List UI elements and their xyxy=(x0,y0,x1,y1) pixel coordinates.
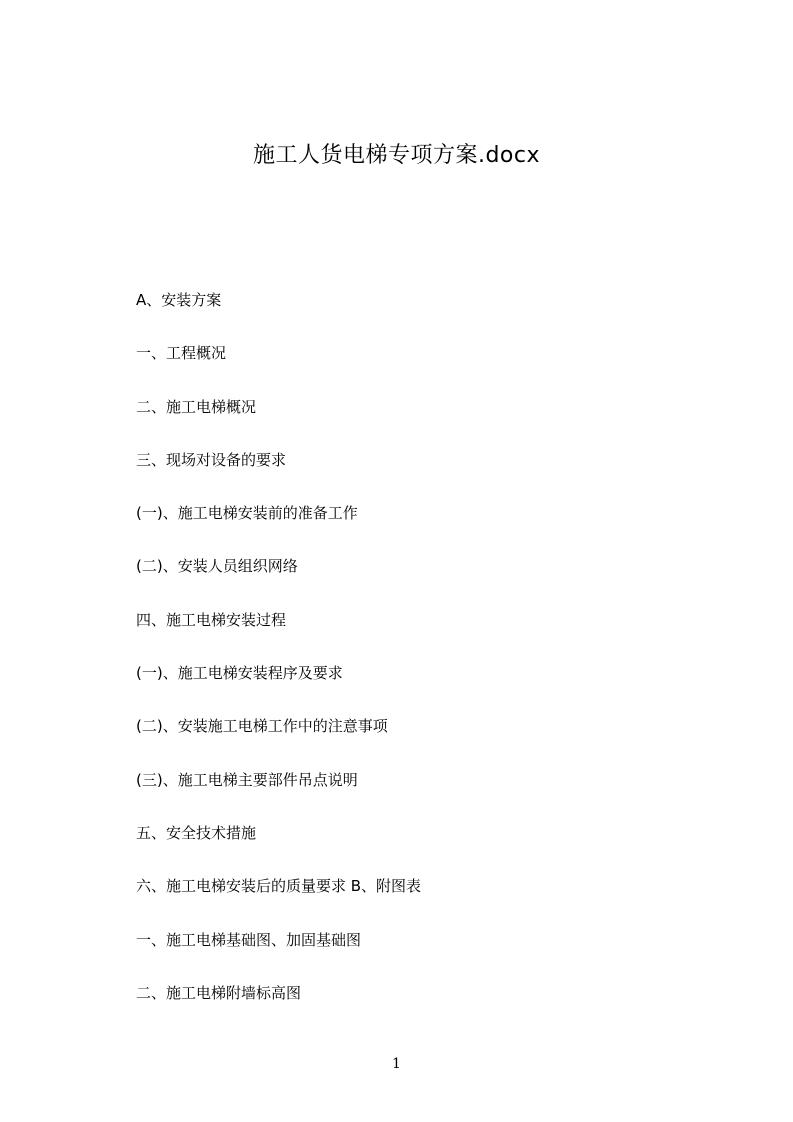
toc-item: 一、施工电梯基础图、加固基础图 xyxy=(136,930,362,949)
toc-item: 五、安全技术措施 xyxy=(136,823,257,842)
toc-item: (一)、施工电梯安装前的准备工作 xyxy=(136,504,358,523)
toc-item: 二、施工电梯附墙标高图 xyxy=(136,983,302,1002)
toc-item: 四、施工电梯安装过程 xyxy=(136,610,287,629)
page-number: 1 xyxy=(392,1056,401,1072)
toc-item: 一、工程概况 xyxy=(136,344,227,363)
toc-item: (三)、施工电梯主要部件吊点说明 xyxy=(136,770,358,789)
table-of-contents xyxy=(136,288,421,1034)
toc-item: A、安装方案 xyxy=(136,291,222,309)
toc-item: (二)、安装人员组织网络 xyxy=(136,557,298,576)
toc-item: (一)、施工电梯安装程序及要求 xyxy=(136,664,343,683)
document-title: 施工人货电梯专项方案.docx xyxy=(252,143,541,168)
toc-item: 二、施工电梯概况 xyxy=(136,397,257,416)
toc-item: 六、施工电梯安装后的质量要求 B、附图表 xyxy=(136,877,422,896)
toc-item: (二)、安装施工电梯工作中的注意事项 xyxy=(136,717,388,736)
toc-item: 三、现场对设备的要求 xyxy=(136,450,287,469)
